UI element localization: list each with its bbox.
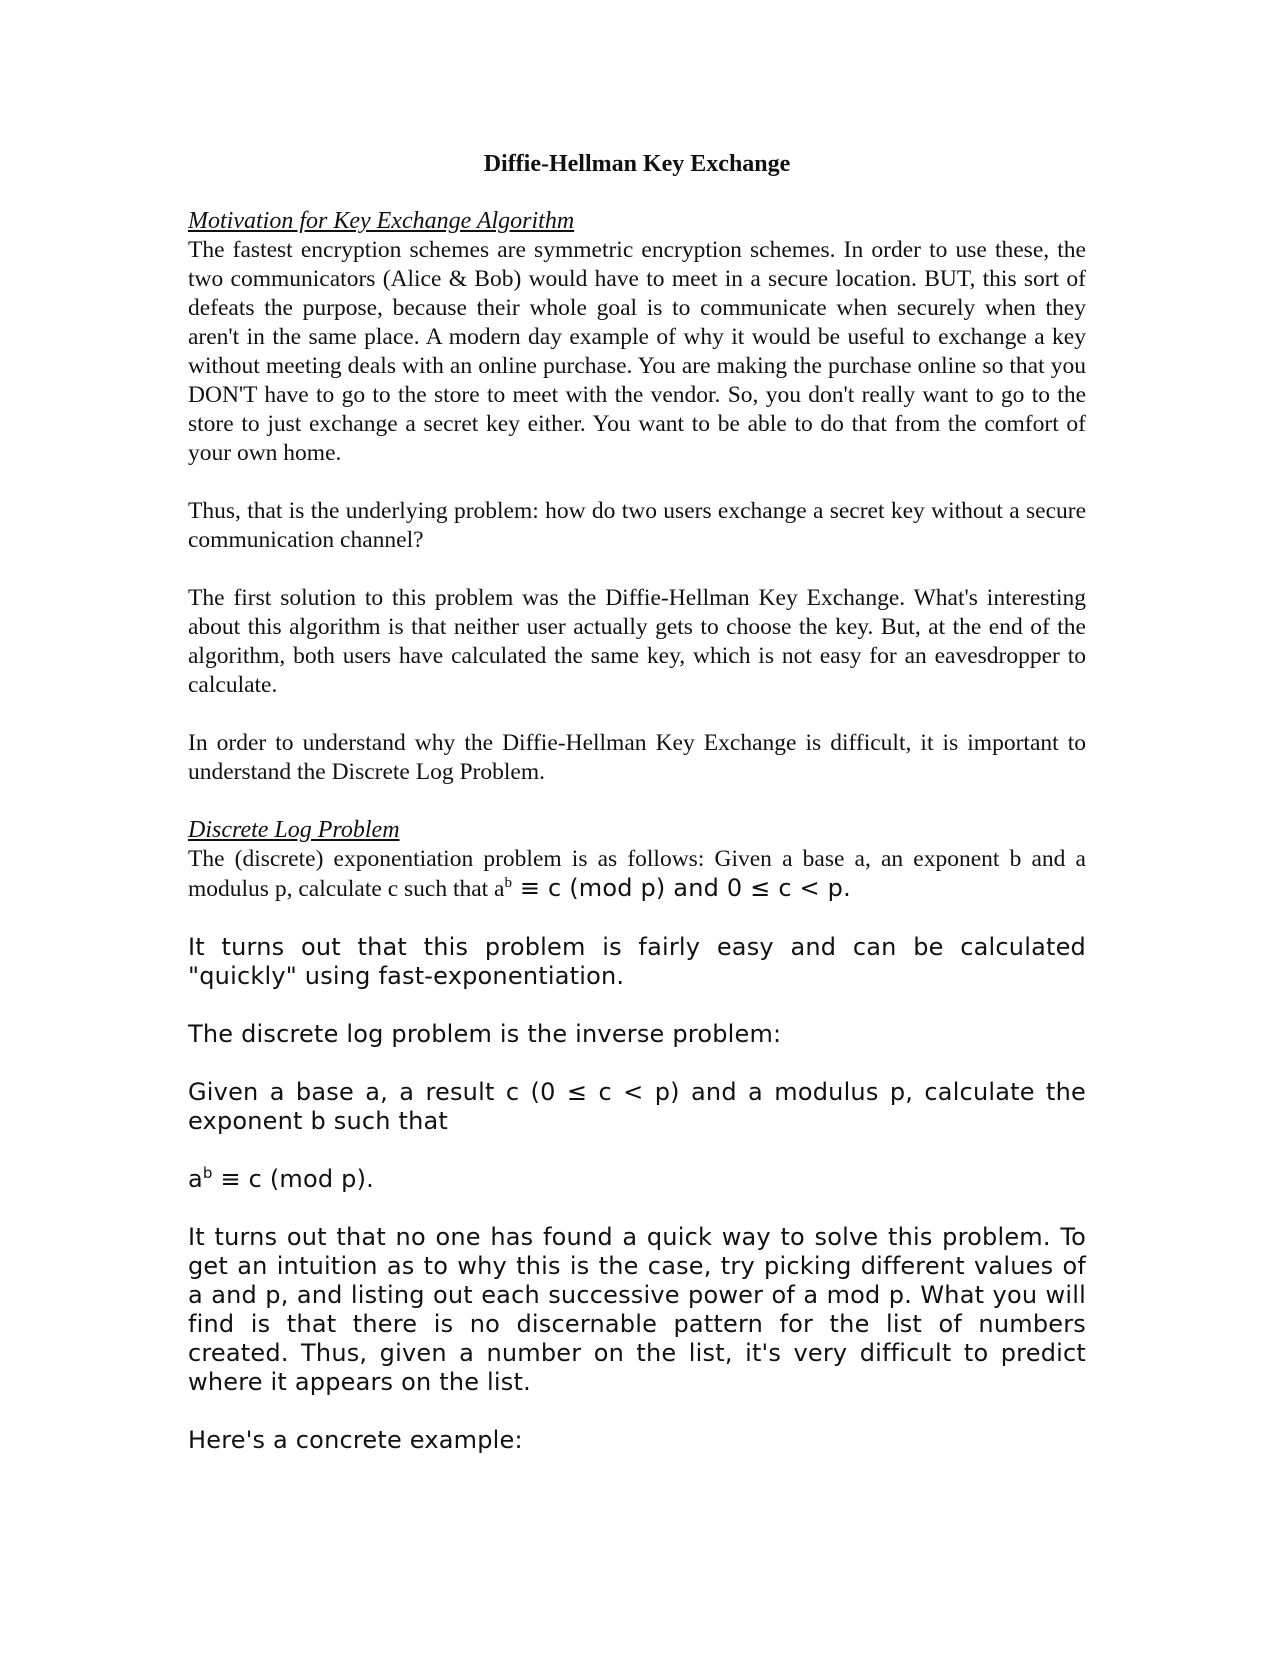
paragraph-first-solution: The first solution to this problem was the Diffie-Hellman Key Exchange. What's interesting about this algorithm is that neither user actually gets to choose the key. But, at the end of the algorithm, both users have calculated the same key, which is not easy for an eavesdropper to calculate. — [188, 585, 1086, 698]
exponent-superscript: b — [504, 875, 512, 891]
paragraph-concrete-example: Here's a concrete example: — [188, 1426, 523, 1454]
paragraph-motivation: The fastest encryption schemes are symmetric encryption schemes. In order to use these, the two communicators (Alice & Bob) would have to meet in a secure location. BUT, this sort of defeats the purpose, because their whole goal is to communicate when securely when they aren't in the same place. A modern day example of why it would be useful to exchange a key without meeting deals with an online purchase. You are making the purchase online so that you DON'T have to go to the store to meet with the vendor. So, you don't really want to go to the store to just exchange a secret key either. You want to be able to do that from the comfort of your own home. — [188, 237, 1086, 466]
paragraph-inverse-problem: The discrete log problem is the inverse problem: — [188, 1020, 782, 1048]
document-body — [188, 150, 1086, 1484]
section-heading-motivation: Motivation for Key Exchange Algorithm — [188, 208, 575, 234]
document-title: Diffie-Hellman Key Exchange — [483, 151, 791, 177]
paragraph-no-quick-way: It turns out that no one has found a quick way to solve this problem. To get an intuition as to why this is the case, try picking different values of a and p, and listing out each successive power of a mod p. What you will find is that there is no discernable pattern for the list of numbers created. Thus, given a number on the list, it's very difficult to predict where it appears on the list. — [188, 1223, 1086, 1396]
paragraph-exponentiation-problem — [188, 845, 1086, 904]
equation-rest: ≡ c (mod p). — [212, 1165, 374, 1193]
paragraph-fast-exponentiation: It turns out that this problem is fairly easy and can be calculated "quickly" using fast-exponentiation. — [188, 933, 1086, 990]
section-heading-discrete-log: Discrete Log Problem — [188, 817, 400, 843]
congruence-text: ≡ c (mod p) and 0 ≤ c < p. — [512, 874, 851, 902]
paragraph-understand-dlp: In order to understand why the Diffie-Hellman Key Exchange is difficult, it is important to understand the Discrete Log Problem. — [188, 730, 1086, 785]
equation-base: a — [188, 1165, 203, 1193]
paragraph-underlying-problem: Thus, that is the underlying problem: how do two users exchange a secret key without a secure communication channel? — [188, 498, 1086, 553]
equation-congruence — [188, 1165, 1086, 1194]
paragraph-given-base: Given a base a, a result c (0 ≤ c < p) and a modulus p, calculate the exponent b such that — [188, 1078, 1086, 1135]
equation-exponent: b — [202, 1164, 213, 1182]
exponentiation-text: The (discrete) exponentiation problem is as follows: Given a base a, an exponent b and a modulus p, calculate c such that a — [188, 846, 1086, 902]
